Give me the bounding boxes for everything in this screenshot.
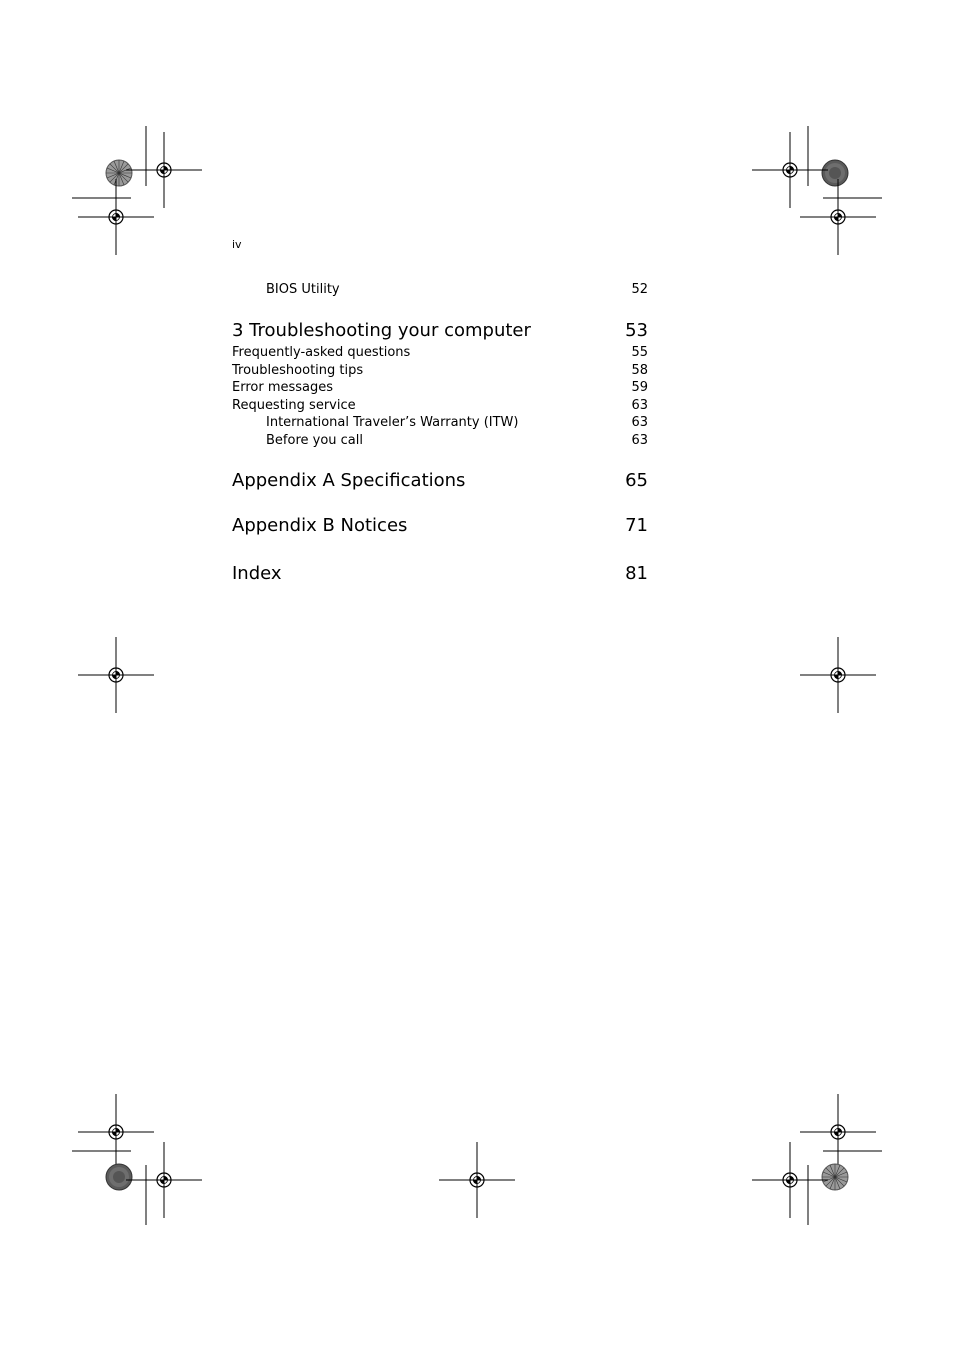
toc-entry-page: 55: [631, 345, 648, 360]
toc-entry-title: Before you call: [266, 433, 363, 448]
toc-entry-page: 63: [631, 415, 648, 430]
toc-entry-itw[interactable]: [232, 414, 648, 431]
toc-entry-page: 59: [631, 380, 648, 395]
toc-entry-title: Error messages: [232, 380, 334, 395]
toc-chapter-title: Index: [232, 563, 282, 584]
toc-entry-bios-utility[interactable]: [232, 281, 648, 298]
toc-entry-error-messages[interactable]: [232, 379, 648, 396]
registration-mark-top-right-a: [752, 132, 828, 208]
toc-entry-page: 58: [631, 363, 648, 378]
toc-chapter-title: Appendix A Specifications: [232, 470, 466, 491]
toc-chapter-page: 53: [625, 320, 648, 341]
toc-entry-title: Troubleshooting tips: [232, 363, 364, 378]
toc-chapter-index[interactable]: [232, 562, 648, 586]
registration-mark-bottom-right-b: [800, 1094, 876, 1170]
toc-entry-page: 63: [631, 433, 648, 448]
toc-entry-before-you-call[interactable]: [232, 432, 648, 449]
starburst-mark-top-left: [106, 160, 132, 186]
toc-chapter-page: 65: [625, 470, 648, 491]
toc-entry-title: Frequently-asked questions: [232, 345, 411, 360]
toc-chapter-title: Appendix B Notices: [232, 515, 408, 536]
page-number: iv: [232, 238, 242, 251]
registration-mark-top-right-b: [800, 179, 876, 255]
toc-entry-title: BIOS Utility: [266, 282, 340, 297]
toc-chapter-page: 71: [625, 515, 648, 536]
registration-mark-top-left-b: [78, 179, 154, 255]
toc-entry-page: 52: [631, 282, 648, 297]
toc-chapter-title: 3 Troubleshooting your computer: [232, 320, 531, 341]
toc-entry-title: Requesting service: [232, 398, 356, 413]
toc-entry-troubleshooting-tips[interactable]: [232, 362, 648, 379]
toc-entry-requesting-service[interactable]: [232, 397, 648, 414]
registration-mark-bottom-left-b: [78, 1094, 154, 1170]
registration-mark-bottom-center: [439, 1142, 515, 1218]
toc-chapter-troubleshooting[interactable]: [232, 319, 648, 343]
registration-mark-bottom-right-a: [752, 1142, 828, 1218]
toc-chapter-page: 81: [625, 563, 648, 584]
dark-mark-top-right: [822, 160, 848, 186]
dark-mark-bottom-left: [106, 1164, 132, 1190]
registration-mark-bottom-left-a: [126, 1142, 202, 1218]
toc-chapter-appendix-a[interactable]: [232, 469, 648, 493]
toc-entry-page: 63: [631, 398, 648, 413]
toc-entry-title: International Traveler’s Warranty (ITW): [266, 415, 519, 430]
registration-mark-top-left-a: [126, 132, 202, 208]
toc-chapter-appendix-b[interactable]: [232, 514, 648, 538]
toc-entry-faq[interactable]: [232, 344, 648, 361]
starburst-mark-bottom-right: [822, 1164, 848, 1190]
registration-mark-mid-left: [78, 637, 154, 713]
registration-mark-mid-right: [800, 637, 876, 713]
